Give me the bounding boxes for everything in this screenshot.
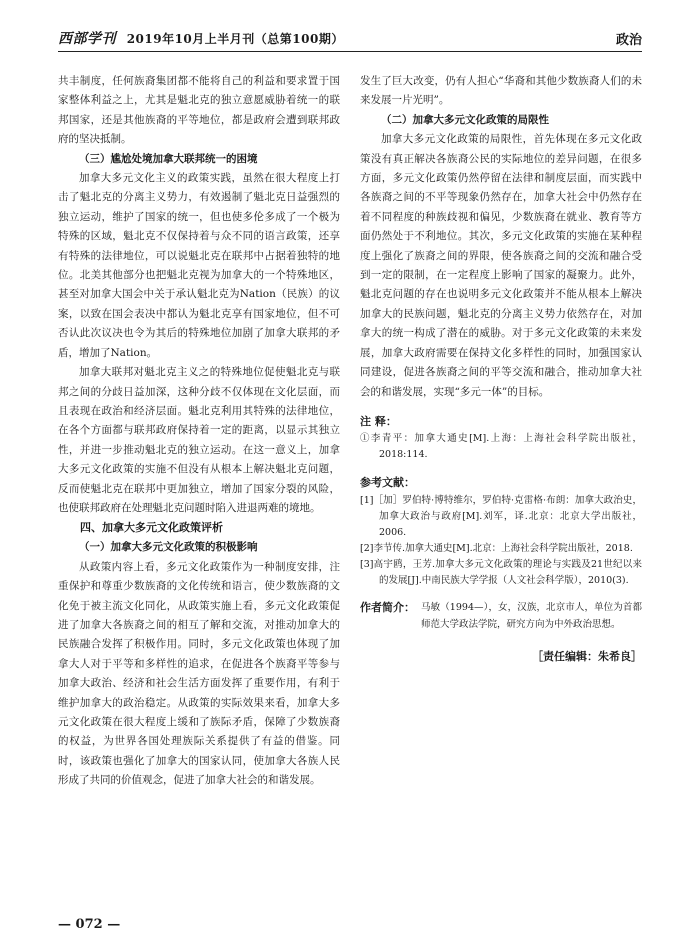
author-bio-label: 作者简介： xyxy=(360,600,415,614)
paragraph: 共丰制度，任何族裔集团都不能将自己的利益和要求置于国家整体利益之上，尤其是魁北克的独立意愿威胁着统一的联邦国家，还是其他族裔的平等地位，都是政府会遭到联邦政府的坚决抵制。 xyxy=(58,75,340,146)
paragraph: 加拿大多元文化政策的局限性，首先体现在多元文化政策没有真正解决各族裔公民的实际地位的差异问题，在很多方面，多元文化政策仍然停留在法律和制度层面，而实践中各族裔之间的不平等现象仍然存在，加拿大社会中仍然存在着不同程度的种族歧视和偏见，少数族裔在就业、教育等方面仍然处于不利地位。其次，多元文化政策的实施在某种程度上强化了族裔之间的界限，使各族裔之间的交流和融合受到一定的限制，在一定程度上影响了国家的凝聚力。此外，魁北克问题的存在也说明多元文化政策并不能从根本上解决加拿大的民族问题，魁北克的分离主义势力依然存在，对加拿大的统一构成了潜在的威胁。对于多元文化政策的未来发展，加拿大政府需要在保持文化多样性的同时，加强国家认同建设，促进各族裔之间的平等交流和融合，推动加拿大社会的和谐发展，实现“多元一体”的目标。 xyxy=(360,133,642,398)
paragraph: 加拿大多元文化主义的政策实践，虽然在很大程度上打击了魁北克的分离主义势力，有效遏制了魁北克日益强烈的独立运动，维护了国家的统一，但也使多伦多成了一个极为特殊的区域，魁北克不仅保持着与众不同的语言政策，还享有特殊的法律地位，可以说魁北克在联邦中占据着独特的地位。北美其他部分也把魁北克视为加拿大的一个特殊地区，甚至对加拿大国会中关于承认魁北克为Nation（民族）的议案，以致在国会表决中都认为魁北克享有国家地位，但不可否认此次议决也令为其后的特殊地位加剧了加拿大联邦的矛盾，增加了Nation。 xyxy=(58,172,340,359)
right-column xyxy=(360,72,642,666)
paragraph: 加拿大联邦对魁北克主义之的特殊地位促使魁北克与联邦之间的分歧日益加深，这种分歧不仅体现在文化层面，而且表现在政治和经济层面。魁北克利用其特殊的法律地位，在各个方面都与联邦政府保持着一定的距离，以显示其独立性，并进一步推动魁北克的独立运动。在这一意义上，加拿大多元文化政策的实施不但没有从根本上解决魁北克问题，反而使魁北克在联邦中更加独立，增加了国家分裂的风险，也使联邦政府在处理魁北克问题时陷入进退两难的境地。 xyxy=(58,366,340,514)
responsible-editor: ［责任编辑：朱希良］ xyxy=(532,649,642,663)
journal-info xyxy=(58,28,344,48)
reference-item: [2]李节传.加拿大通史[M].北京：上海社会科学院出版社，2018. xyxy=(360,542,633,554)
reference-item: [3]高宇鸥，王芳.加拿大多元文化政策的理论与实践及21世纪以来的发展[J].中南民族大学学报（人文社会科学版），2010(3). xyxy=(360,558,642,586)
section-heading: 四、加拿大多元文化政策评析 xyxy=(80,521,223,535)
references-heading: 参考文献： xyxy=(360,476,415,490)
subsection-heading: （一）加拿大多元文化政策的积极影响 xyxy=(79,541,258,554)
author-bio-text: 马敏（1994—），女，汉族，北京市人，单位为首都师范大学政法学院，研究方向为中外政治思想。 xyxy=(421,601,642,630)
notes-heading: 注 释： xyxy=(360,414,397,428)
page-number: — 072 — xyxy=(58,917,121,932)
paragraph: 从政策内容上看，多元文化政策作为一种制度安排，注重保护和尊重少数族裔的文化传统和语言，使少数族裔的文化免于被主流文化同化，从政策实施上看，多元文化政策促进了加拿大各族裔之间的相互了解和交流，对推动加拿大的民族融合发挥了积极作用。同时，多元文化政策也体现了加拿大人对于平等和多样性的追求，在促进各个族裔平等参与加拿大政治、经济和社会生活方面发挥了重要作用，有利于维护加拿大的政治稳定。从政策的实际效果来看，加拿大多元文化政策在很大程度上缓和了族际矛盾，保障了少数族裔的权益，为世界各国处理族际关系提供了有益的借鉴。同时，该政策也强化了加拿大的国家认同，使加拿大各族人民形成了共同的价值观念，促进了加拿大社会的和谐发展。 xyxy=(58,560,340,787)
paragraph: 发生了巨大改变，仍有人担心“华裔和其他少数族裔人们的未来发展一片光明”。 xyxy=(360,75,642,107)
journal-issue: 2019年10月上半月刊（总第100期） xyxy=(126,32,344,46)
author-bio xyxy=(360,599,642,633)
subsection-heading: （三）尴尬处境加拿大联邦统一的困境 xyxy=(79,152,258,165)
left-column xyxy=(58,72,340,791)
journal-brand: 西部学刊 xyxy=(58,31,116,47)
section-tag: 政治 xyxy=(615,33,642,48)
subsection-heading: （二）加拿大多元文化政策的局限性 xyxy=(381,113,549,126)
running-header xyxy=(58,22,642,52)
note-item: ①李青平：加拿大通史[M].上海：上海社会科学院出版社，2018:114. xyxy=(360,433,642,461)
reference-item: [1]［加］罗伯特·博特维尔，罗伯特·克雷格·布朗：加拿大政治史，加拿大政治与政府[M].刘军，译.北京：北京大学出版社，2006. xyxy=(360,494,642,538)
